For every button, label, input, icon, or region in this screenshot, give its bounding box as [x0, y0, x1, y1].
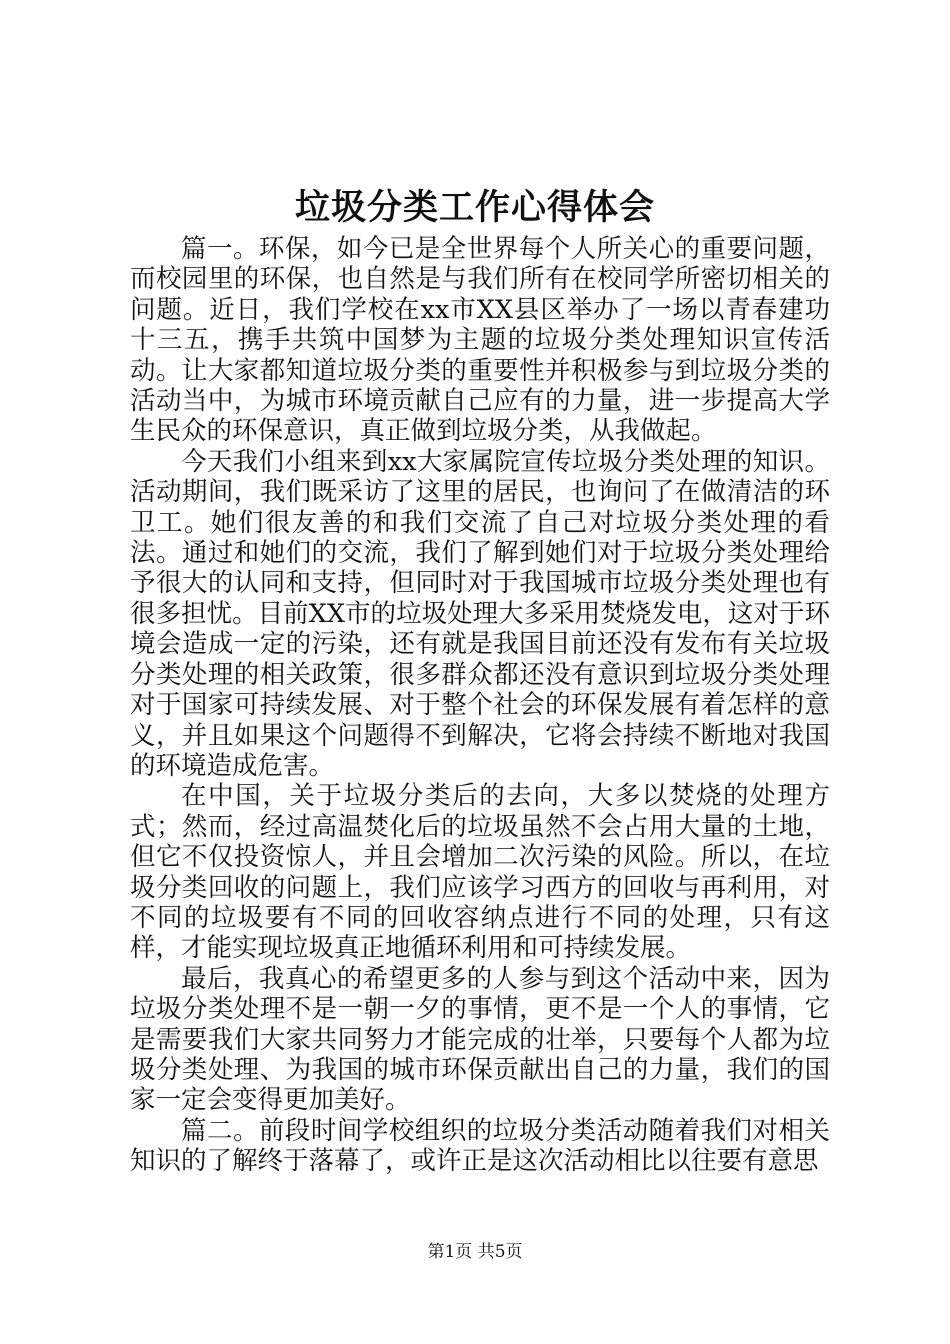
document-body	[130, 234, 830, 1177]
paragraph: 篇一。环保，如今已是全世界每个人所关心的重要问题，而校园里的环保，也自然是与我们所有在校同学所密切相关的问题。近日，我们学校在xx市XX县区举办了一场以青春建功十三五，携手共筑中国梦为主题的垃圾分类处理知识宣传活动。让大家都知道垃圾分类的重要性并积极参与到垃圾分类的活动当中，为城市环境贡献自己应有的力量，进一步提高大学生民众的环保意识，真正做到垃圾分类，从我做起。	[130, 234, 830, 447]
document-title: 垃圾分类工作心得体会	[294, 187, 655, 228]
paragraph: 在中国，关于垃圾分类后的去向，大多以焚烧的处理方式；然而，经过高温焚化后的垃圾虽然不会占用大量的土地，但它不仅投资惊人，并且会增加二次污染的风险。所以，在垃圾分类回收的问题上，我们应该学习西方的回收与再利用，对不同的垃圾要有不同的回收容纳点进行不同的处理，只有这样，才能实现垃圾真正地循环利用和可持续发展。	[130, 781, 830, 964]
page-footer: 第1页 共5页	[427, 1242, 523, 1262]
paragraph: 篇二。前段时间学校组织的垃圾分类活动随着我们对相关知识的了解终于落幕了，或许正是这次活动相比以往要有意思	[130, 1115, 830, 1177]
paragraph: 今天我们小组来到xx大家属院宣传垃圾分类处理的知识。活动期间，我们既采访了这里的居民，也询问了在做清洁的环卫工。她们很友善的和我们交流了自己对垃圾分类处理的看法。通过和她们的交流，我们了解到她们对于垃圾分类处理给予很大的认同和支持，但同时对于我国城市垃圾分类处理也有很多担忧。目前XX市的垃圾处理大多采用焚烧发电，这对于环境会造成一定的污染，还有就是我国目前还没有发布有关垃圾分类处理的相关政策，很多群众都还没有意识到垃圾分类处理对于国家可持续发展、对于整个社会的环保发展有着怎样的意义，并且如果这个问题得不到解决，它将会持续不断地对我国的环境造成危害。	[130, 446, 830, 781]
paragraph: 最后，我真心的希望更多的人参与到这个活动中来，因为垃圾分类处理不是一朝一夕的事情，更不是一个人的事情，它是需要我们大家共同努力才能完成的壮举，只要每个人都为垃圾分类处理、为我国的城市环保贡献出自己的力量，我们的国家一定会变得更加美好。	[130, 963, 830, 1116]
